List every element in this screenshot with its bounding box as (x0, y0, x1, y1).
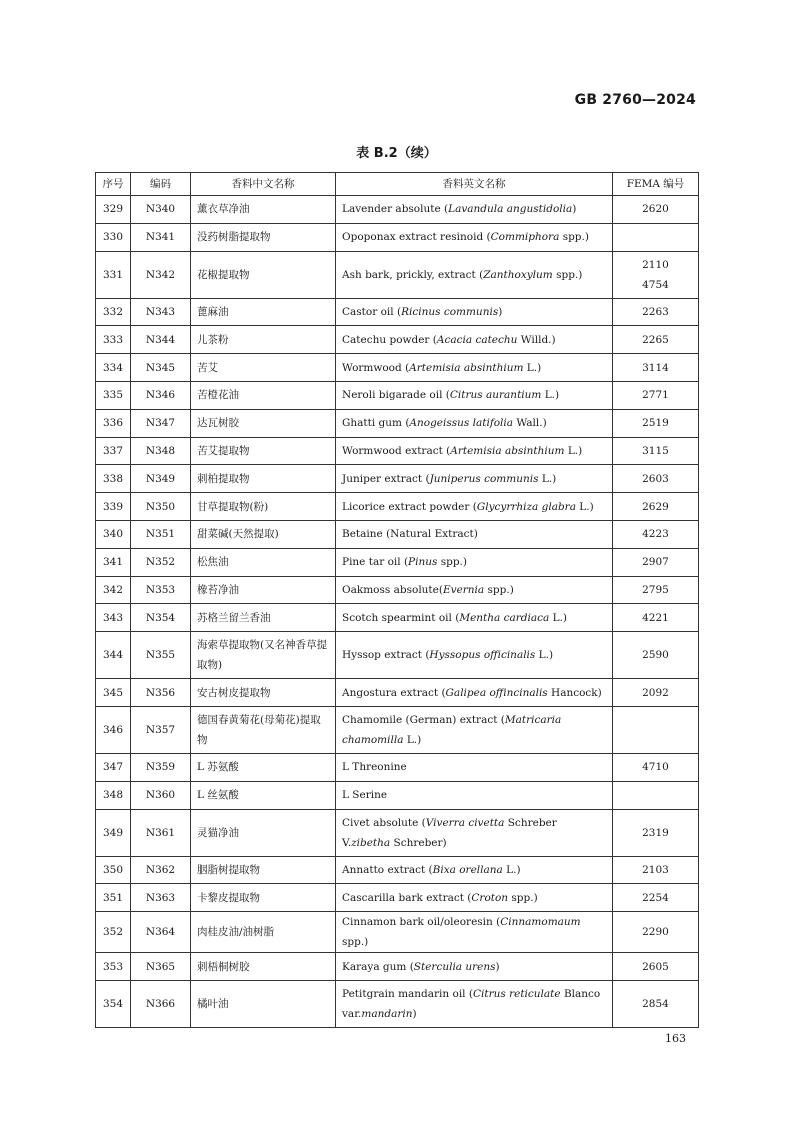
table-row (96, 381, 699, 409)
table-row (96, 520, 699, 548)
cell-fema: 2519 (613, 409, 699, 437)
cell-code: N364 (131, 912, 191, 953)
cell-cn-name: 没药树脂提取物 (191, 223, 336, 251)
cell-cn-name: 甘草提取物(粉) (191, 493, 336, 521)
cell-code: N361 (131, 809, 191, 856)
cell-no: 354 (96, 980, 131, 1027)
cell-fema: 2590 (613, 632, 699, 679)
cell-fema: 2265 (613, 326, 699, 354)
cell-no: 329 (96, 196, 131, 224)
cell-code: N352 (131, 548, 191, 576)
cell-en-name: Licorice extract powder (Glycyrrhiza glabra L.) (336, 493, 613, 521)
cell-no: 348 (96, 781, 131, 809)
cell-fema: 2620 (613, 196, 699, 224)
cell-en-name: Cinnamon bark oil/oleoresin (Cinnamomaum spp.) (336, 912, 613, 953)
cell-no: 331 (96, 251, 131, 298)
cell-en-name: Opoponax extract resinoid (Commiphora spp.) (336, 223, 613, 251)
cell-no: 335 (96, 381, 131, 409)
cell-no: 340 (96, 520, 131, 548)
cell-cn-name: 薰衣草净油 (191, 196, 336, 224)
cell-no: 346 (96, 706, 131, 753)
cell-no: 339 (96, 493, 131, 521)
table-row (96, 493, 699, 521)
cell-code: N340 (131, 196, 191, 224)
cell-cn-name: 卡黎皮提取物 (191, 884, 336, 912)
cell-en-name: Karaya gum (Sterculia urens) (336, 953, 613, 981)
table-row (96, 548, 699, 576)
standard-code: GB 2760—2024 (574, 92, 696, 108)
cell-en-name: Annatto extract (Bixa orellana L.) (336, 856, 613, 884)
table-row (96, 884, 699, 912)
table-row (96, 706, 699, 753)
cell-cn-name: 达瓦树胶 (191, 409, 336, 437)
cell-en-name: Castor oil (Ricinus communis) (336, 298, 613, 326)
cell-en-name: Neroli bigarade oil (Citrus aurantium L.) (336, 381, 613, 409)
cell-no: 351 (96, 884, 131, 912)
cell-code: N348 (131, 437, 191, 465)
cell-en-name: Hyssop extract (Hyssopus officinalis L.) (336, 632, 613, 679)
cell-code: N353 (131, 576, 191, 604)
cell-no: 342 (96, 576, 131, 604)
cell-code: N342 (131, 251, 191, 298)
cell-fema: 2110 4754 (613, 251, 699, 298)
cell-fema: 2605 (613, 953, 699, 981)
table-row (96, 679, 699, 707)
cell-en-name: Betaine (Natural Extract) (336, 520, 613, 548)
cell-en-name: Wormwood (Artemisia absinthium L.) (336, 354, 613, 382)
cell-cn-name: 苏格兰留兰香油 (191, 604, 336, 632)
page-number: 163 (665, 1032, 686, 1045)
cell-fema: 4710 (613, 753, 699, 781)
table-row (96, 326, 699, 354)
cell-no: 347 (96, 753, 131, 781)
cell-cn-name: L 苏氨酸 (191, 753, 336, 781)
cell-code: N341 (131, 223, 191, 251)
cell-en-name: Ash bark, prickly, extract (Zanthoxylum spp.) (336, 251, 613, 298)
cell-code: N344 (131, 326, 191, 354)
cell-fema: 4221 (613, 604, 699, 632)
cell-en-name: Juniper extract (Juniperus communis L.) (336, 465, 613, 493)
table-row (96, 437, 699, 465)
table-row (96, 298, 699, 326)
cell-en-name: Petitgrain mandarin oil (Citrus reticulate Blanco var.mandarin) (336, 980, 613, 1027)
table-row (96, 465, 699, 493)
cell-no: 350 (96, 856, 131, 884)
cell-en-name: Scotch spearmint oil (Mentha cardiaca L.) (336, 604, 613, 632)
cell-cn-name: L 丝氨酸 (191, 781, 336, 809)
table-row (96, 809, 699, 856)
cell-en-name: Pine tar oil (Pinus spp.) (336, 548, 613, 576)
cell-no: 337 (96, 437, 131, 465)
col-header-code: 编码 (131, 173, 191, 196)
table-row (96, 409, 699, 437)
cell-cn-name: 橡苔净油 (191, 576, 336, 604)
cell-cn-name: 松焦油 (191, 548, 336, 576)
cell-fema: 2629 (613, 493, 699, 521)
cell-fema: 2319 (613, 809, 699, 856)
cell-cn-name: 安古树皮提取物 (191, 679, 336, 707)
cell-code: N366 (131, 980, 191, 1027)
table-row (96, 856, 699, 884)
cell-code: N350 (131, 493, 191, 521)
cell-fema: 2854 (613, 980, 699, 1027)
table-row (96, 632, 699, 679)
cell-cn-name: 灵猫净油 (191, 809, 336, 856)
cell-code: N346 (131, 381, 191, 409)
cell-fema: 2103 (613, 856, 699, 884)
col-header-no: 序号 (96, 173, 131, 196)
cell-fema: 3115 (613, 437, 699, 465)
cell-cn-name: 肉桂皮油/油树脂 (191, 912, 336, 953)
cell-en-name: Oakmoss absolute(Evernia spp.) (336, 576, 613, 604)
cell-cn-name: 苦艾提取物 (191, 437, 336, 465)
cell-cn-name: 刺柏提取物 (191, 465, 336, 493)
cell-no: 343 (96, 604, 131, 632)
col-header-fema: FEMA 编号 (613, 173, 699, 196)
cell-fema (613, 706, 699, 753)
table-row (96, 196, 699, 224)
cell-cn-name: 橘叶油 (191, 980, 336, 1027)
cell-en-name: L Threonine (336, 753, 613, 781)
cell-cn-name: 海索草提取物(又名神香草提取物) (191, 632, 336, 679)
cell-code: N345 (131, 354, 191, 382)
cell-en-name: Chamomile (German) extract (Matricaria chamomilla L.) (336, 706, 613, 753)
cell-fema: 2795 (613, 576, 699, 604)
cell-no: 333 (96, 326, 131, 354)
cell-code: N349 (131, 465, 191, 493)
cell-code: N362 (131, 856, 191, 884)
cell-fema: 2603 (613, 465, 699, 493)
cell-no: 352 (96, 912, 131, 953)
cell-no: 334 (96, 354, 131, 382)
cell-no: 349 (96, 809, 131, 856)
cell-code: N354 (131, 604, 191, 632)
cell-code: N360 (131, 781, 191, 809)
cell-code: N363 (131, 884, 191, 912)
cell-no: 336 (96, 409, 131, 437)
cell-en-name: Cascarilla bark extract (Croton spp.) (336, 884, 613, 912)
cell-fema (613, 781, 699, 809)
cell-fema: 3114 (613, 354, 699, 382)
table-row (96, 912, 699, 953)
cell-en-name: Civet absolute (Viverra civetta Schreber V.zibetha Schreber) (336, 809, 613, 856)
cell-cn-name: 德国春黄菊花(母菊花)提取物 (191, 706, 336, 753)
cell-en-name: Angostura extract (Galipea offincinalis Hancock) (336, 679, 613, 707)
table-row (96, 251, 699, 298)
table-title: 表 B.2（续） (356, 146, 437, 161)
col-header-cn-name: 香料中文名称 (191, 173, 336, 196)
cell-no: 353 (96, 953, 131, 981)
cell-cn-name: 苦艾 (191, 354, 336, 382)
cell-fema: 2290 (613, 912, 699, 953)
table-row (96, 223, 699, 251)
cell-fema: 2771 (613, 381, 699, 409)
cell-code: N365 (131, 953, 191, 981)
col-header-en-name: 香料英文名称 (336, 173, 613, 196)
cell-no: 341 (96, 548, 131, 576)
cell-fema: 2263 (613, 298, 699, 326)
cell-code: N355 (131, 632, 191, 679)
cell-en-name: L Serine (336, 781, 613, 809)
cell-code: N347 (131, 409, 191, 437)
table-header-row (96, 173, 699, 196)
table-row (96, 753, 699, 781)
cell-cn-name: 儿茶粉 (191, 326, 336, 354)
cell-cn-name: 花椒提取物 (191, 251, 336, 298)
cell-code: N351 (131, 520, 191, 548)
table-row (96, 576, 699, 604)
table-row (96, 781, 699, 809)
cell-fema: 4223 (613, 520, 699, 548)
table-row (96, 354, 699, 382)
cell-en-name: Ghatti gum (Anogeissus latifolia Wall.) (336, 409, 613, 437)
cell-no: 345 (96, 679, 131, 707)
cell-no: 330 (96, 223, 131, 251)
table-row (96, 953, 699, 981)
cell-no: 338 (96, 465, 131, 493)
cell-code: N357 (131, 706, 191, 753)
cell-en-name: Catechu powder (Acacia catechu Willd.) (336, 326, 613, 354)
cell-en-name: Lavender absolute (Lavandula angustidolia) (336, 196, 613, 224)
cell-cn-name: 刺梧桐树胶 (191, 953, 336, 981)
table-row (96, 980, 699, 1027)
cell-cn-name: 苦橙花油 (191, 381, 336, 409)
cell-code: N359 (131, 753, 191, 781)
cell-fema: 2092 (613, 679, 699, 707)
cell-cn-name: 胭脂树提取物 (191, 856, 336, 884)
cell-fema: 2254 (613, 884, 699, 912)
cell-fema: 2907 (613, 548, 699, 576)
cell-fema (613, 223, 699, 251)
cell-no: 344 (96, 632, 131, 679)
spice-table (95, 172, 699, 1028)
table-row (96, 604, 699, 632)
cell-code: N343 (131, 298, 191, 326)
cell-cn-name: 蓖麻油 (191, 298, 336, 326)
cell-cn-name: 甜菜碱(天然提取) (191, 520, 336, 548)
cell-no: 332 (96, 298, 131, 326)
cell-en-name: Wormwood extract (Artemisia absinthium L.) (336, 437, 613, 465)
cell-code: N356 (131, 679, 191, 707)
